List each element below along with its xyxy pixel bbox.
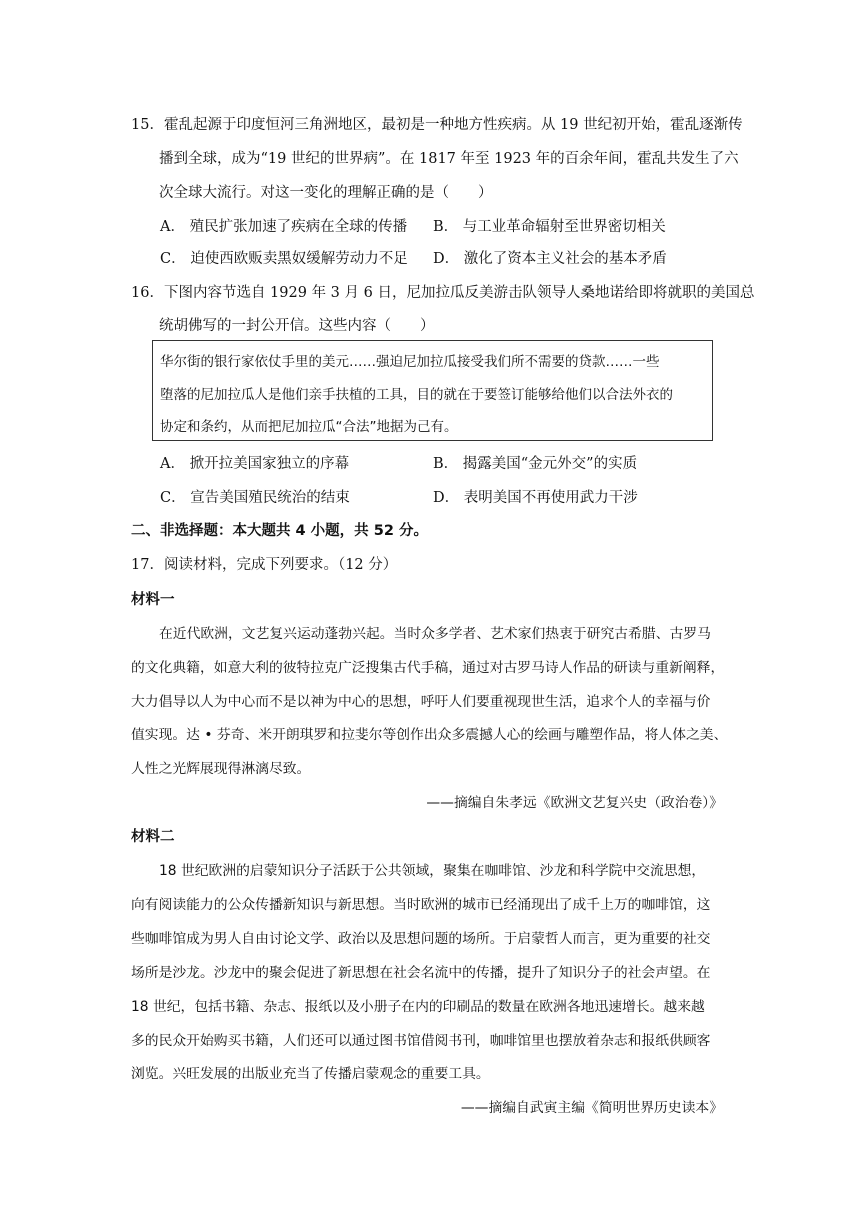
material-1-source: ——摘编自朱孝远《欧洲文艺复兴史（政治卷）》	[426, 795, 723, 811]
q15-stem-line-1: 15．霍乱起源于印度恒河三角洲地区，最初是一种地方性疾病。从 19 世纪初开始，霍乱逐渐传	[131, 117, 743, 133]
material-1-line-1: 在近代欧洲，文艺复兴运动蓬勃兴起。当时众多学者、艺术家们热衷于研究古希腊、古罗马	[159, 626, 711, 642]
q15-option-d: D． 激化了资本主义社会的基本矛盾	[433, 251, 667, 267]
q15-stem-line-3: 次全球大流行。对这一变化的理解正确的是（ ）	[159, 185, 493, 201]
material-2-title: 材料二	[131, 829, 175, 845]
q15-option-b: B． 与工业革命辐射至世界密切相关	[433, 219, 666, 235]
q15-option-a: A． 殖民扩张加速了疾病在全球的传播	[160, 219, 408, 235]
q16-quote-line-3: 协定和条约，从而把尼加拉瓜“合法”地据为己有。	[160, 419, 458, 435]
material-2-source: ——摘编自武寅主编《简明世界历史读本》	[460, 1100, 723, 1116]
q16-stem-line-2: 统胡佛写的一封公开信。这些内容（ ）	[159, 318, 435, 334]
material-2-line-7: 浏览。兴旺发展的出版业充当了传播启蒙观念的重要工具。	[131, 1066, 490, 1082]
material-2-line-6: 多的民众开始购买书籍，人们还可以通过图书馆借阅书刊，咖啡馆里也摆放着杂志和报纸供顾客	[131, 1033, 711, 1049]
material-1-line-3: 大力倡导以人为中心而不是以神为中心的思想，呼吁人们要重视现世生活，追求个人的幸福与价	[131, 694, 711, 710]
material-2-line-3: 些咖啡馆成为男人自由讨论文学、政治以及思想问题的场所。于启蒙哲人而言，更为重要的社交	[131, 931, 711, 947]
q15-option-c: C． 迫使西欧贩卖黑奴缓解劳动力不足	[160, 251, 408, 267]
q16-stem-line-1: 16．下图内容节选自 1929 年 3 月 6 日，尼加拉瓜反美游击队领导人桑地诺给即将就职的美国总	[131, 285, 755, 301]
q17-stem: 17．阅读材料，完成下列要求。（12 分）	[131, 557, 398, 573]
material-1-line-4: 值实现。达 • 芬奇、米开朗琪罗和拉斐尔等创作出众多震撼人心的绘画与雕塑作品，将人体之美、	[131, 727, 728, 743]
material-1-line-2: 的文化典籍，如意大利的彼特拉克广泛搜集古代手稿，通过对古罗马诗人作品的研读与重新阐释，	[131, 660, 725, 676]
q16-quote-line-1: 华尔街的银行家依仗手里的美元……强迫尼加拉瓜接受我们所不需要的贷款……一些	[160, 354, 660, 370]
material-1-title: 材料一	[131, 592, 175, 608]
material-1-line-5: 人性之光辉展现得淋漓尽致。	[131, 761, 311, 777]
q16-option-a: A． 掀开拉美国家独立的序幕	[160, 456, 350, 472]
q15-stem-line-2: 播到全球，成为“19 世纪的世界病”。在 1817 年至 1923 年的百余年间，霍乱共发生了六	[159, 151, 739, 167]
material-2-line-1: 18 世纪欧洲的启蒙知识分子活跃于公共领域，聚集在咖啡馆、沙龙和科学院中交流思想，	[159, 863, 706, 879]
material-2-line-5: 18 世纪，包括书籍、杂志、报纸以及小册子在内的印刷品的数量在欧洲各地迅速增长。越来越	[131, 999, 705, 1015]
q16-option-d: D． 表明美国不再使用武力干涉	[433, 490, 638, 506]
q16-option-c: C． 宣告美国殖民统治的结束	[160, 490, 350, 506]
section-2-heading: 二、非选择题：本大题共 4 小题，共 52 分。	[131, 523, 428, 539]
q16-option-b: B． 揭露美国“金元外交”的实质	[433, 456, 638, 472]
material-2-line-2: 向有阅读能力的公众传播新知识与新思想。当时欧洲的城市已经涌现出了成千上万的咖啡馆，这	[131, 897, 711, 913]
q16-quote-line-2: 堕落的尼加拉瓜人是他们亲手扶植的工具，目的就在于要签订能够给他们以合法外衣的	[160, 387, 673, 403]
material-2-line-4: 场所是沙龙。沙龙中的聚会促进了新思想在社会名流中的传播，提升了知识分子的社会声望。在	[131, 965, 711, 981]
